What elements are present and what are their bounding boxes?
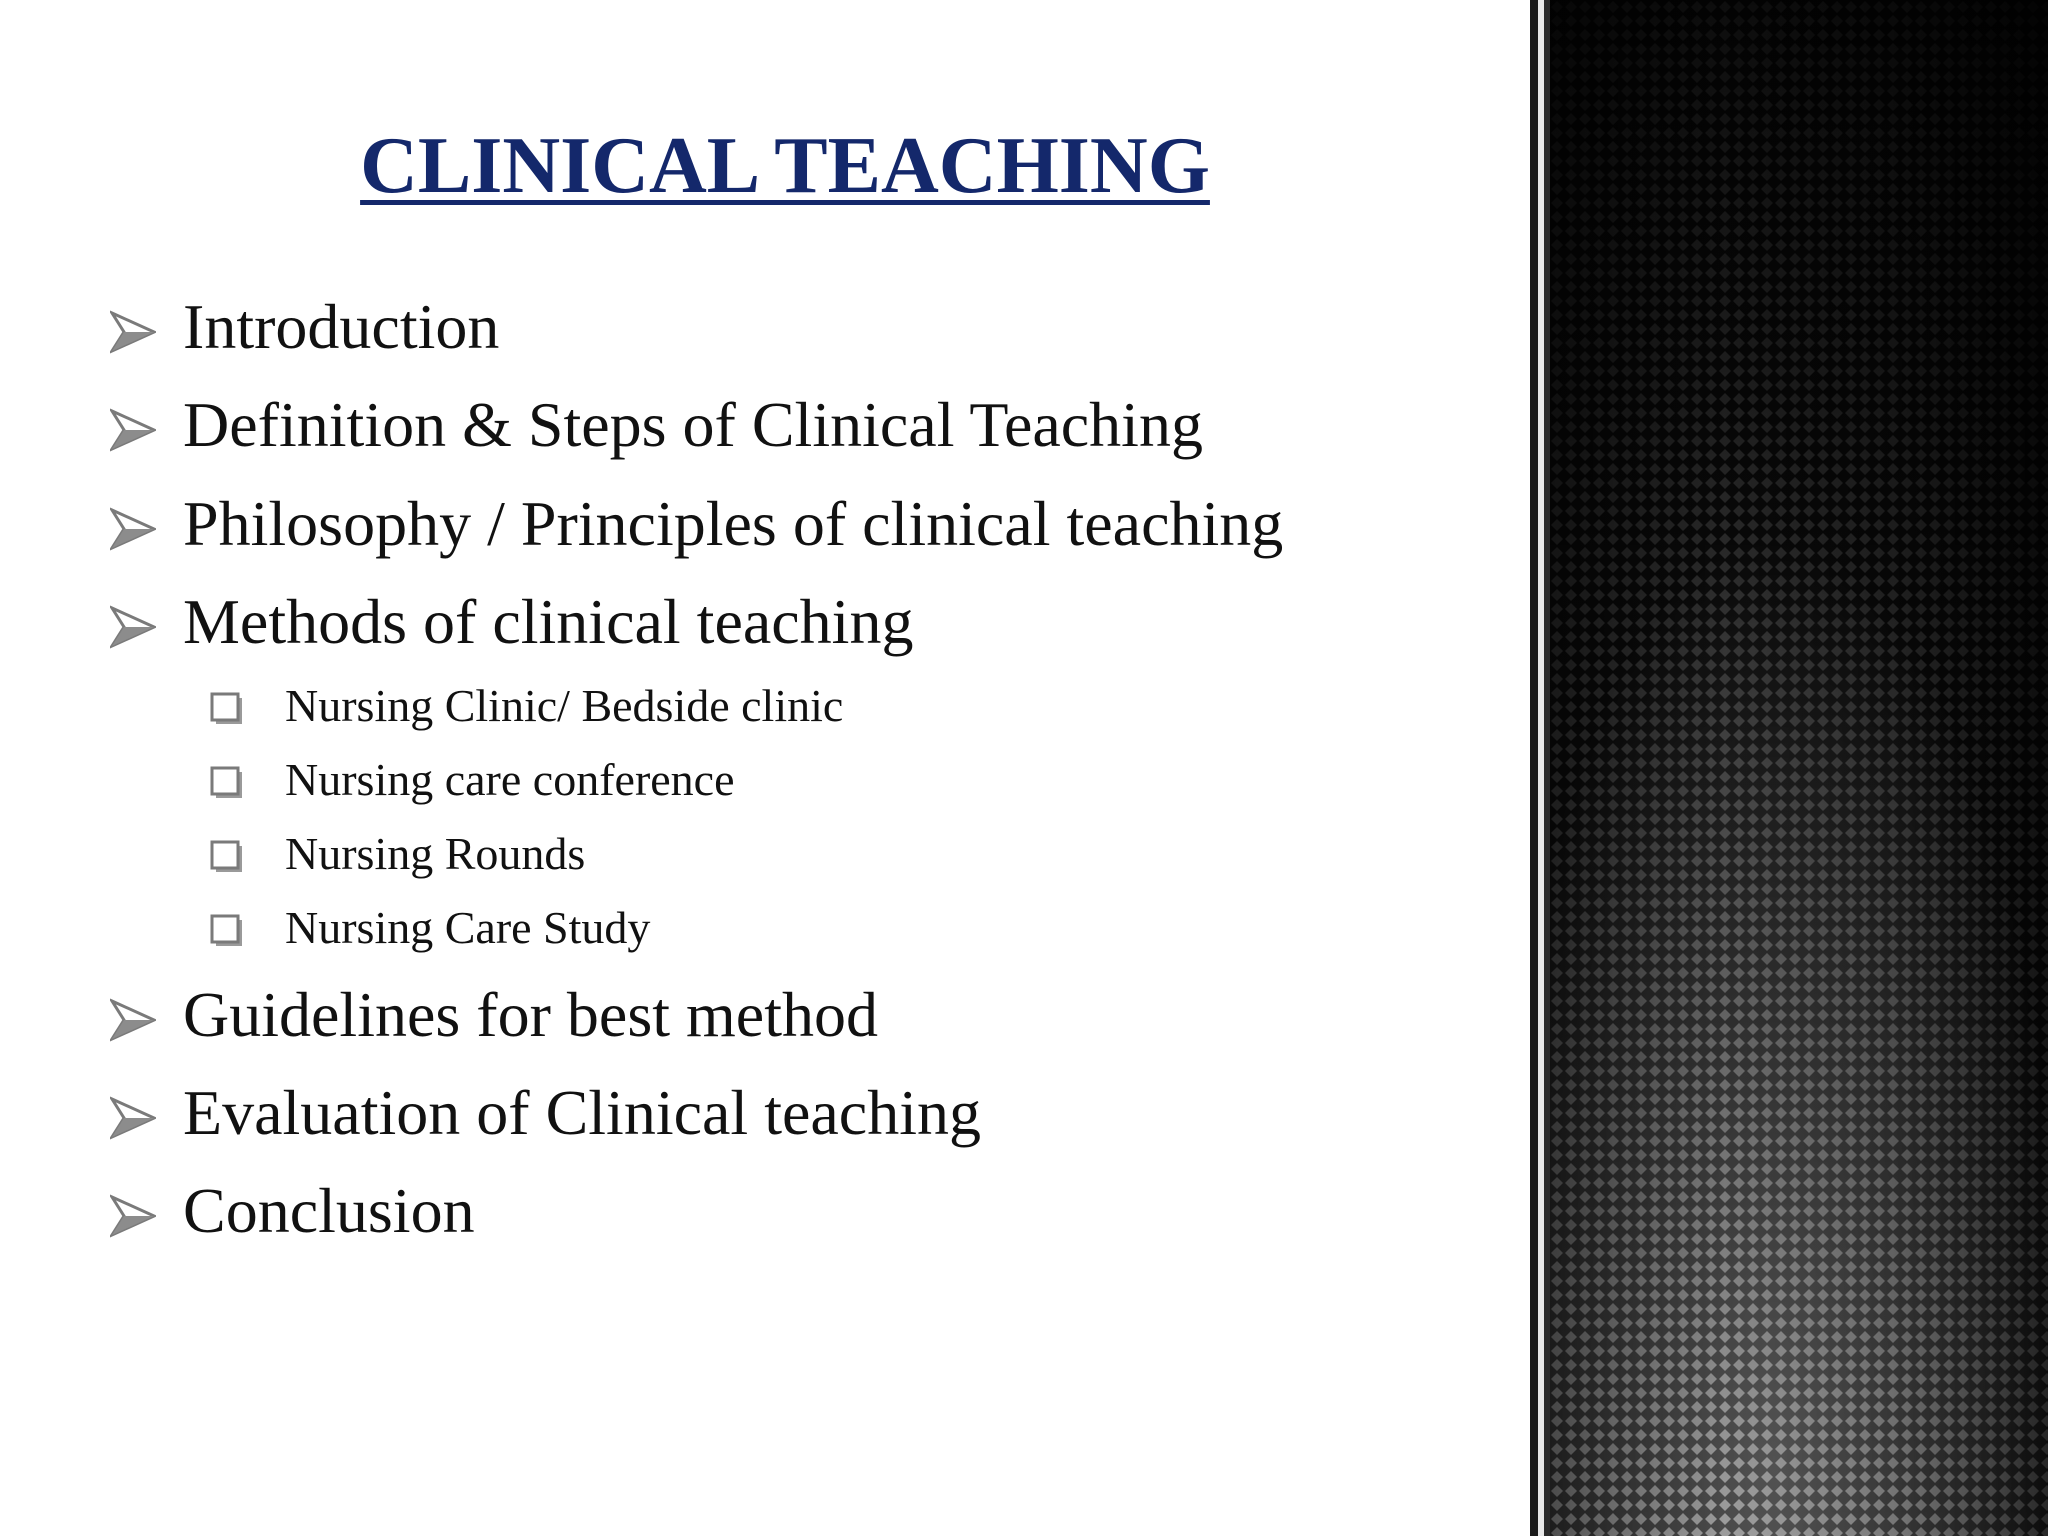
bullet-item-label: Conclusion: [183, 1175, 475, 1246]
arrowhead-bullet-icon: [110, 1095, 156, 1141]
sub-item-label: Nursing care conference: [285, 754, 735, 805]
bullet-item-label: Philosophy / Principles of clinical teaching: [183, 488, 1284, 559]
arrowhead-bullet-icon: [110, 604, 156, 650]
arrowhead-bullet-icon: [110, 997, 156, 1043]
slide-title: CLINICAL TEACHING: [360, 122, 1210, 210]
arrowhead-bullet-icon: [110, 407, 156, 453]
sub-item-label: Nursing Clinic/ Bedside clinic: [285, 680, 844, 731]
mesh-texture-image: [1550, 0, 2048, 1536]
panel-divider-dark: [1530, 0, 1538, 1536]
bullet-item-label: Definition & Steps of Clinical Teaching: [183, 389, 1203, 460]
arrowhead-bullet-icon: [110, 1193, 156, 1239]
sub-item-label: Nursing Rounds: [285, 828, 586, 879]
bullet-item-label: Methods of clinical teaching: [183, 586, 914, 657]
decorative-side-panel: [1530, 0, 2048, 1536]
bullet-item-label: Introduction: [183, 291, 500, 362]
arrowhead-bullet-icon: [110, 506, 156, 552]
bullet-item-label: Evaluation of Clinical teaching: [183, 1077, 981, 1148]
arrowhead-bullet-icon: [110, 309, 156, 355]
checkbox-bullet-icon: [210, 766, 244, 800]
checkbox-bullet-icon: [210, 914, 244, 948]
checkbox-bullet-icon: [210, 692, 244, 726]
bullet-item-label: Guidelines for best method: [183, 979, 878, 1050]
checkbox-bullet-icon: [210, 840, 244, 874]
sub-item-label: Nursing Care Study: [285, 902, 651, 953]
